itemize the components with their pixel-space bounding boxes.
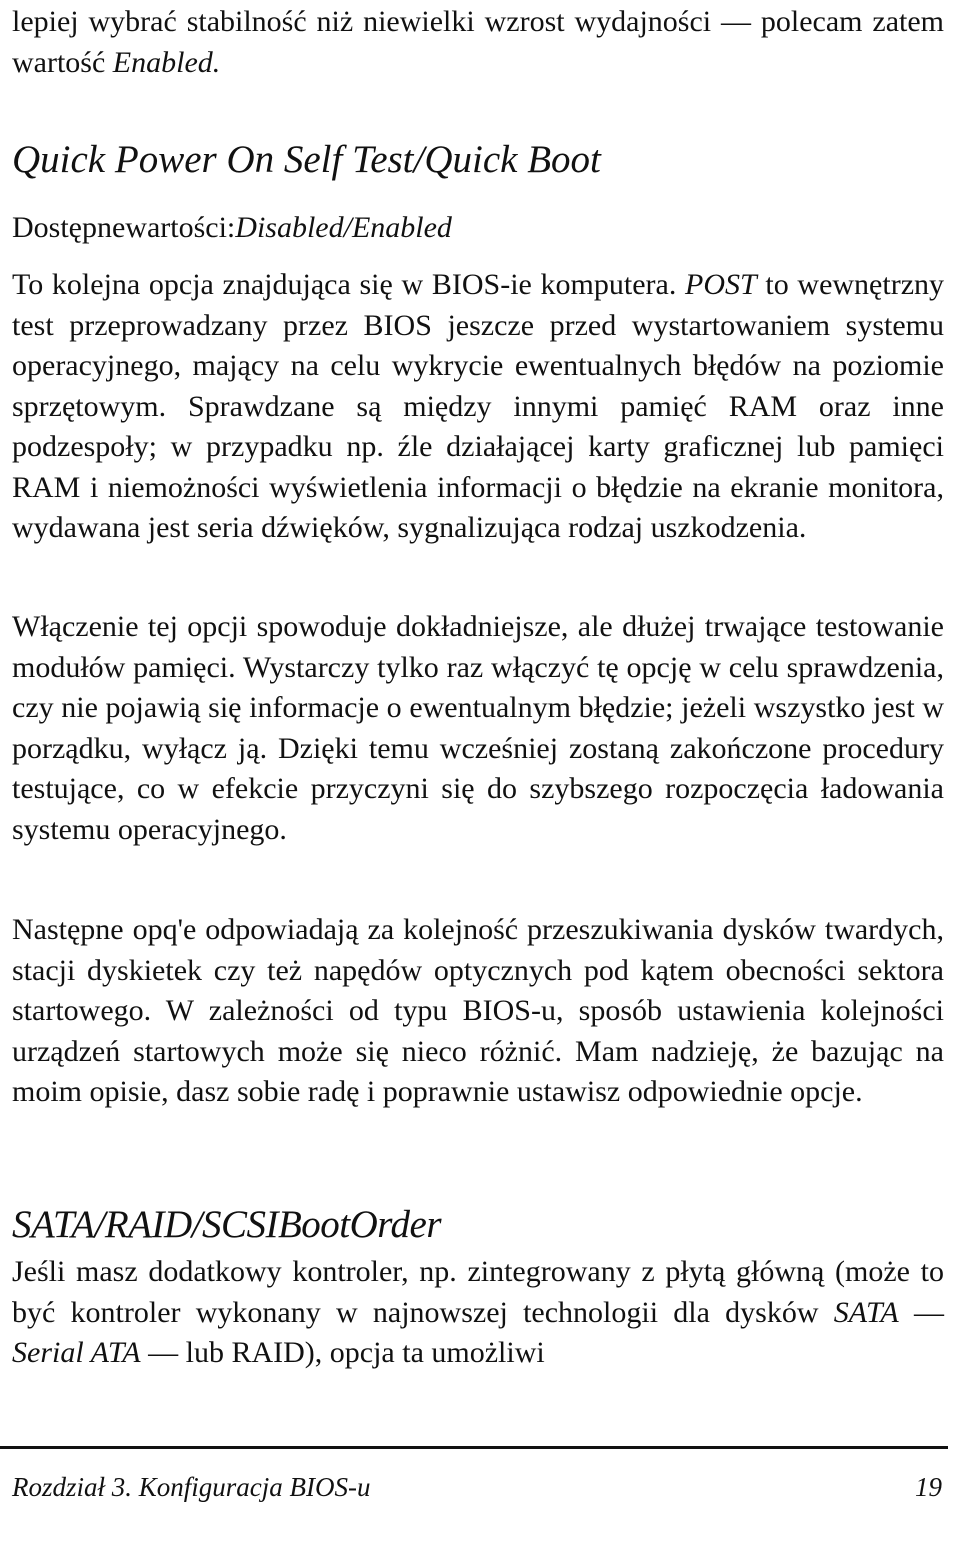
footer-chapter-title: Rozdział 3. Konfiguracja BIOS-u — [12, 1472, 371, 1502]
enable-option-paragraph: Włączenie tej opcji spowoduje dokładniejsze, ale dłużej trwające testowanie modułów pamięci. Wystarczy tylko raz włączyć tę opcję w celu sprawdzenia, czy nie pojawią się informacje o ewentualnym błędzie; jeżeli wszystko jest w porządku, wyłącz ją. Dzięki temu wcześniej zostaną zakończone procedury testujące, co w efekcie przyczyni się do szybszego rozpoczęcia ładowania systemu operacyjnego. — [12, 610, 944, 846]
intro-value: Enabled. — [112, 45, 221, 79]
footer-page-number: 19 — [915, 1472, 942, 1502]
sata-text-a: Jeśli masz dodatkowy kontroler, np. zintegrowany z płytą główną (może to być kontroler wykonany w najnowszej technologii dla dysków — [12, 1255, 944, 1329]
sata-term: SATA — [833, 1295, 899, 1329]
intro-text: lepiej wybrać stabilność niż niewielki wzrost wydajności — polecam zatem wartość — [12, 5, 944, 79]
values-label: Dostępnewartości: — [12, 211, 236, 244]
sata-paragraph — [12, 1252, 944, 1374]
available-values-line — [12, 208, 452, 248]
post-paragraph — [12, 265, 944, 549]
intro-paragraph — [12, 2, 944, 83]
footer-divider — [0, 1446, 948, 1449]
post-term: POST — [685, 268, 757, 301]
values-list: Disabled/Enabled — [235, 211, 452, 244]
section-heading-sata-boot-order: SATA/RAID/SCSIBootOrder — [12, 1203, 442, 1246]
sata-text-b: — lub RAID), opcja ta umożliwi — [140, 1336, 545, 1369]
serial-ata-term: Serial ATA — [12, 1336, 141, 1369]
post-text-b: to wewnętrzny test przeprowadzany przez BIOS jeszcze przed wystartowaniem systemu operacyjnego, mający na celu wykrycie ewentualnych błędów na poziomie sprzętowym. Sprawdzane są między innymi pamięć RAM oraz inne podzespoły; w przypadku np. źle działającej karty graficznej lub pamięci RAM i niemożności wyświetlenia informacji o błędzie na ekranie monitora, wydawana jest seria dźwięków, sygnalizująca rodzaj uszkodzenia. — [12, 268, 945, 544]
section-heading-quick-boot: Quick Power On Self Test/Quick Boot — [12, 138, 601, 181]
boot-order-intro-paragraph: Następne opq'e odpowiadają za kolejność przeszukiwania dysków twardych, stacji dyskietek czy też napędów optycznych pod kątem obecności sektora startowego. W zależności od typu BIOS-u, sposób ustawienia kolejności urządzeń startowych może się nieco różnić. Mam nadzieję, że bazując na moim opisie, dasz sobie radę i poprawnie ustawisz odpowiednie opcje. — [12, 913, 944, 1108]
post-text-a: To kolejna opcja znajdująca się w BIOS-ie komputera. — [12, 268, 686, 301]
sata-dash: — — [898, 1295, 945, 1329]
